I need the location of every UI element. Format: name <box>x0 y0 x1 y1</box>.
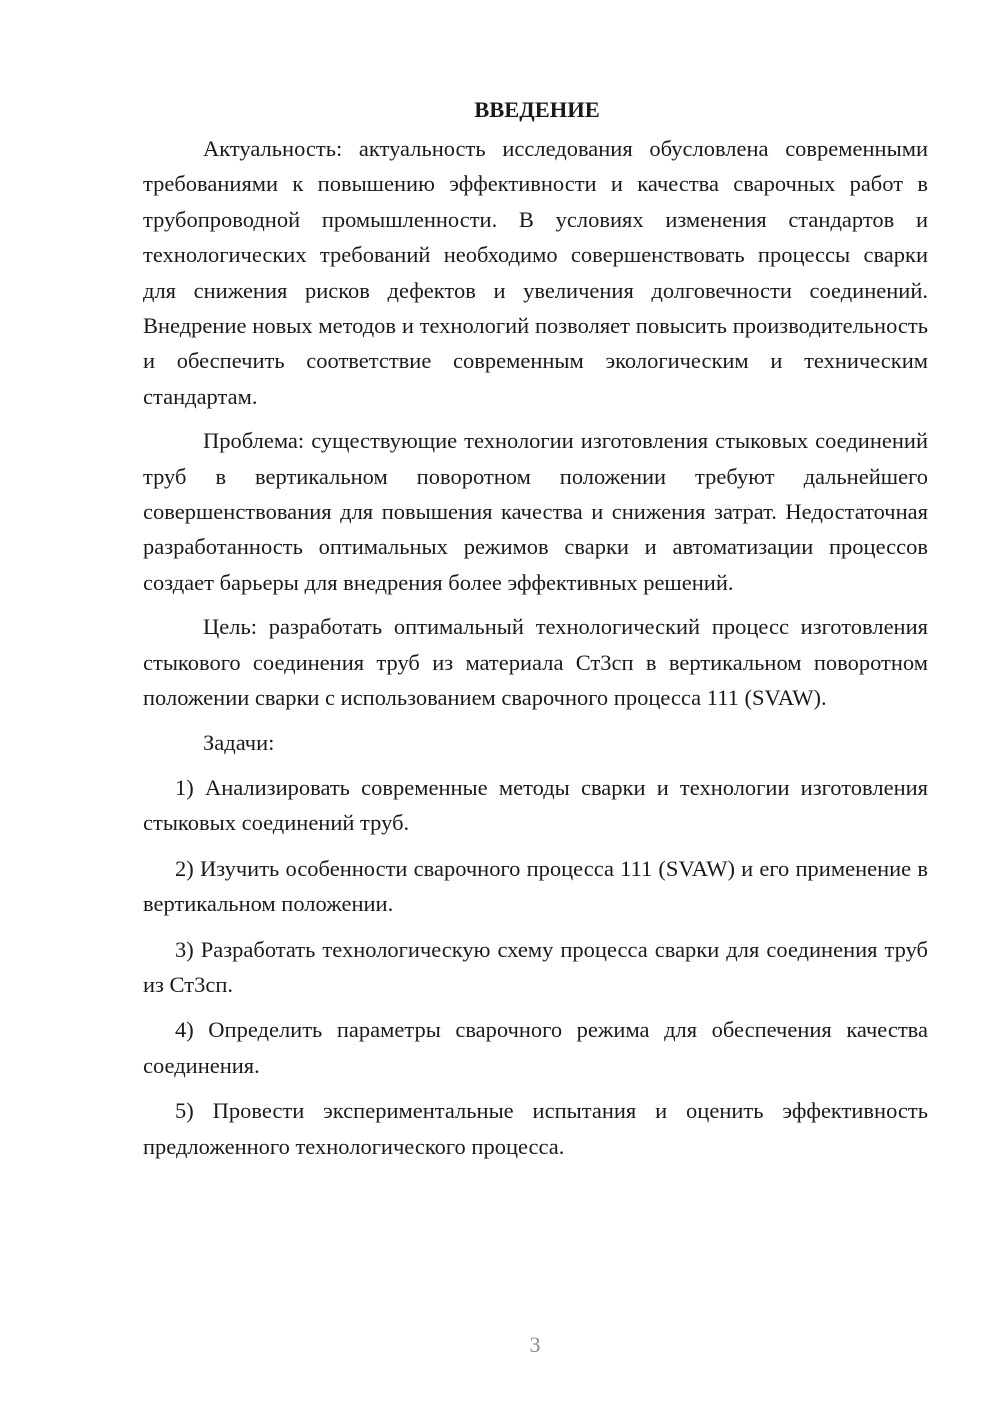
page-number: 3 <box>529 1332 541 1357</box>
tasks-label: Задачи: <box>203 729 275 755</box>
relevance-paragraph: Актуальность: актуальность исследования обусловлена современными требованиями к повышению эффективности и качества сварочных работ в трубопроводной промышленности. В условиях изменения стандартов и технологических требований необходимо совершенствовать процессы сварки для снижения рисков дефектов и увеличения долговечности соединений. Внедрение новых методов и технологий позволяет повысить производительность и обеспечить соответствие современным экологическим и техническим стандартам. <box>143 136 928 409</box>
task-item-1: 1) Анализировать современные методы сварки и технологии изготовления стыковых соединений труб. <box>143 774 928 836</box>
problem-paragraph: Проблема: существующие технологии изготовления стыковых соединений труб в вертикальном поворотном положении требуют дальнейшего совершенствования для повышения качества и снижения затрат. Недостаточная разработанность оптимальных режимов сварки и автоматизации процессов создает барьеры для внедрения более эффективных решений. <box>143 428 928 595</box>
task-list <box>143 770 928 1164</box>
task-item-4: 4) Определить параметры сварочного режима для обеспечения качества соединения. <box>143 1017 928 1078</box>
task-item-2: 2) Изучить особенности сварочного процесса 111 (SVAW) и его применение в вертикальном положении. <box>143 855 928 917</box>
section-heading: ВВЕДЕНИЕ <box>474 97 600 122</box>
task-item-3: 3) Разработать технологическую схему процесса сварки для соединения труб из Ст3сп. <box>143 936 928 997</box>
task-item-5: 5) Провести экспериментальные испытания и оценить эффективность предложенного технологического процесса. <box>143 1098 928 1159</box>
document-page <box>143 92 928 1174</box>
goal-paragraph: Цель: разработать оптимальный технологический процесс изготовления стыкового соединения труб из материала Ст3сп в вертикальном поворотном положении сварки с использованием сварочного процесса 111 (SVAW). <box>143 614 928 711</box>
